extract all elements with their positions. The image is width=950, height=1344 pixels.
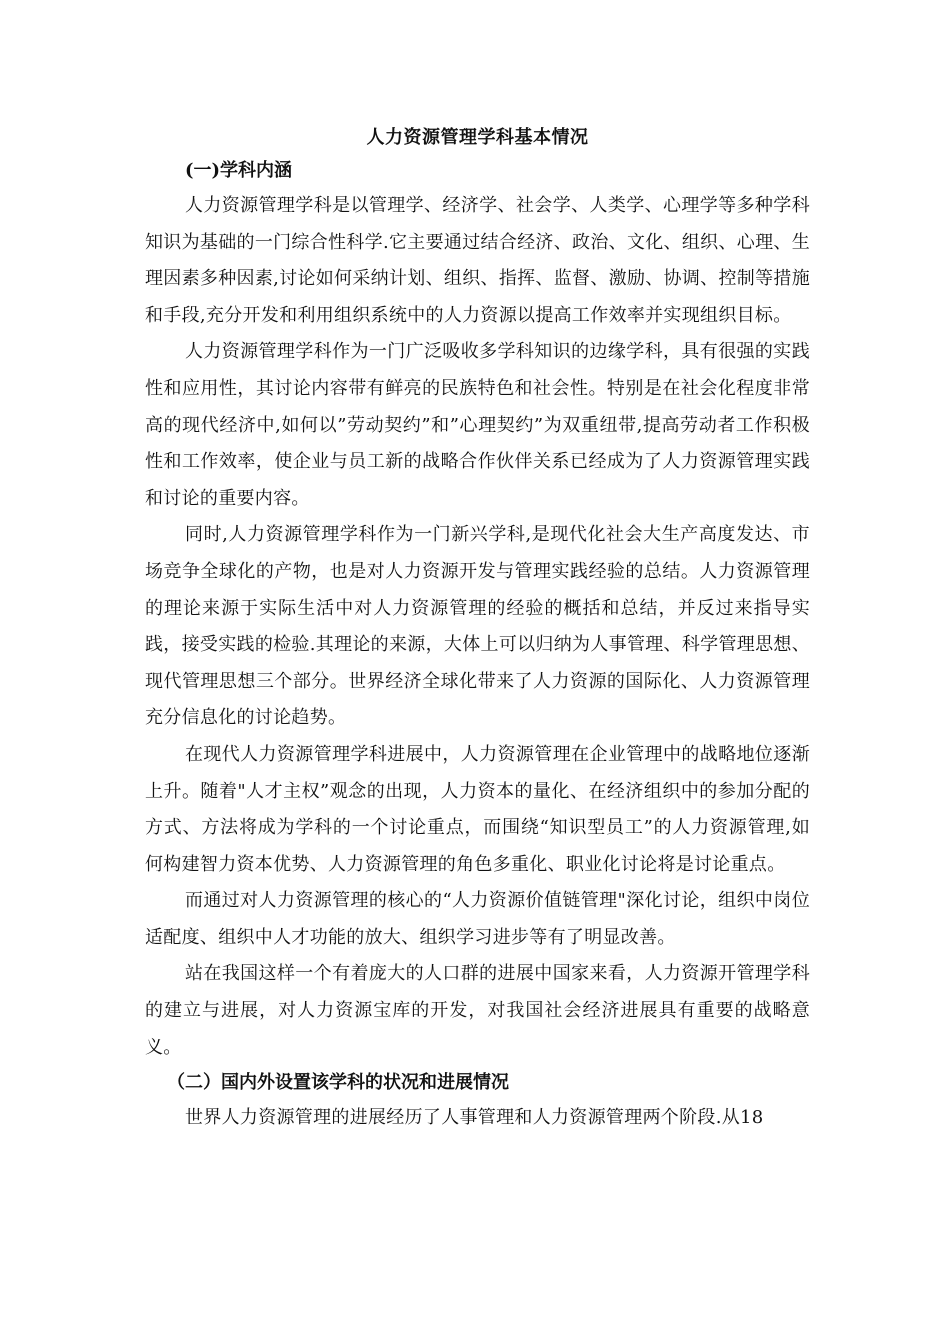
paragraph: 人力资源管理学科是以管理学、经济学、社会学、人类学、心理学等多种学科知识为基础的一门综合性科学.它主要通过结合经济、政治、文化、组织、心理、生理因素多种因素,讨论如何采纳计划、组织、指挥、监督、激励、协调、控制等措施和手段,充分开发和利用组织系统中的人力资源以提高工作效率并实现组织目标。	[145, 195, 810, 326]
paragraph: 世界人力资源管理的进展经历了人事管理和人力资源管理两个阶段.从18	[185, 1107, 764, 1129]
section-heading-2: （二）国内外设置该学科的状况和进展情况	[167, 1072, 509, 1094]
paragraph: 人力资源管理学科作为一门广泛吸收多学科知识的边缘学科，具有很强的实践性和应用性，其讨论内容带有鲜亮的民族特色和社会性。特别是在社会化程度非常高的现代经济中,如何以”劳动契约”和”心理契约”为双重纽带,提高劳动者工作积极性和工作效率，使企业与员工新的战略合作伙伴关系已经成为了人力资源管理实践和讨论的重要内容。	[145, 341, 810, 509]
section-heading-1: (一)学科内涵	[185, 160, 293, 181]
paragraph: 站在我国这样一个有着庞大的人口群的进展中国家来看，人力资源开管理学科的建立与进展，对人力资源宝库的开发，对我国社会经济进展具有重要的战略意义。	[145, 963, 810, 1058]
paragraph: 而通过对人力资源管理的核心的“人力资源价值链管理"深化讨论，组织中岗位适配度、组织中人才功能的放大、组织学习进步等有了明显改善。	[145, 890, 810, 948]
document-page	[145, 122, 810, 1137]
paragraph: 在现代人力资源管理学科进展中，人力资源管理在企业管理中的战略地位逐渐上升。随着"人才主权”观念的出现，人力资本的量化、在经济组织中的参加分配的方式、方法将成为学科的一个讨论重点，而围绕“知识型员工”的人力资源管理,如何构建智力资本优势、人力资源管理的角色多重化、职业化讨论将是讨论重点。	[145, 743, 810, 875]
document-title: 人力资源管理学科基本情况	[366, 127, 589, 148]
paragraph: 同时,人力资源管理学科作为一门新兴学科,是现代化社会大生产高度发达、市场竞争全球化的产物，也是对人力资源开发与管理实践经验的总结。人力资源管理的理论来源于实际生活中对人力资源管理的经验的概括和总结，并反过来指导实践，接受实践的检验.其理论的来源，大体上可以归纳为人事管理、科学管理思想、现代管理思想三个部分。世界经济全球化带来了人力资源的国际化、人力资源管理充分信息化的讨论趋势。	[145, 524, 810, 729]
